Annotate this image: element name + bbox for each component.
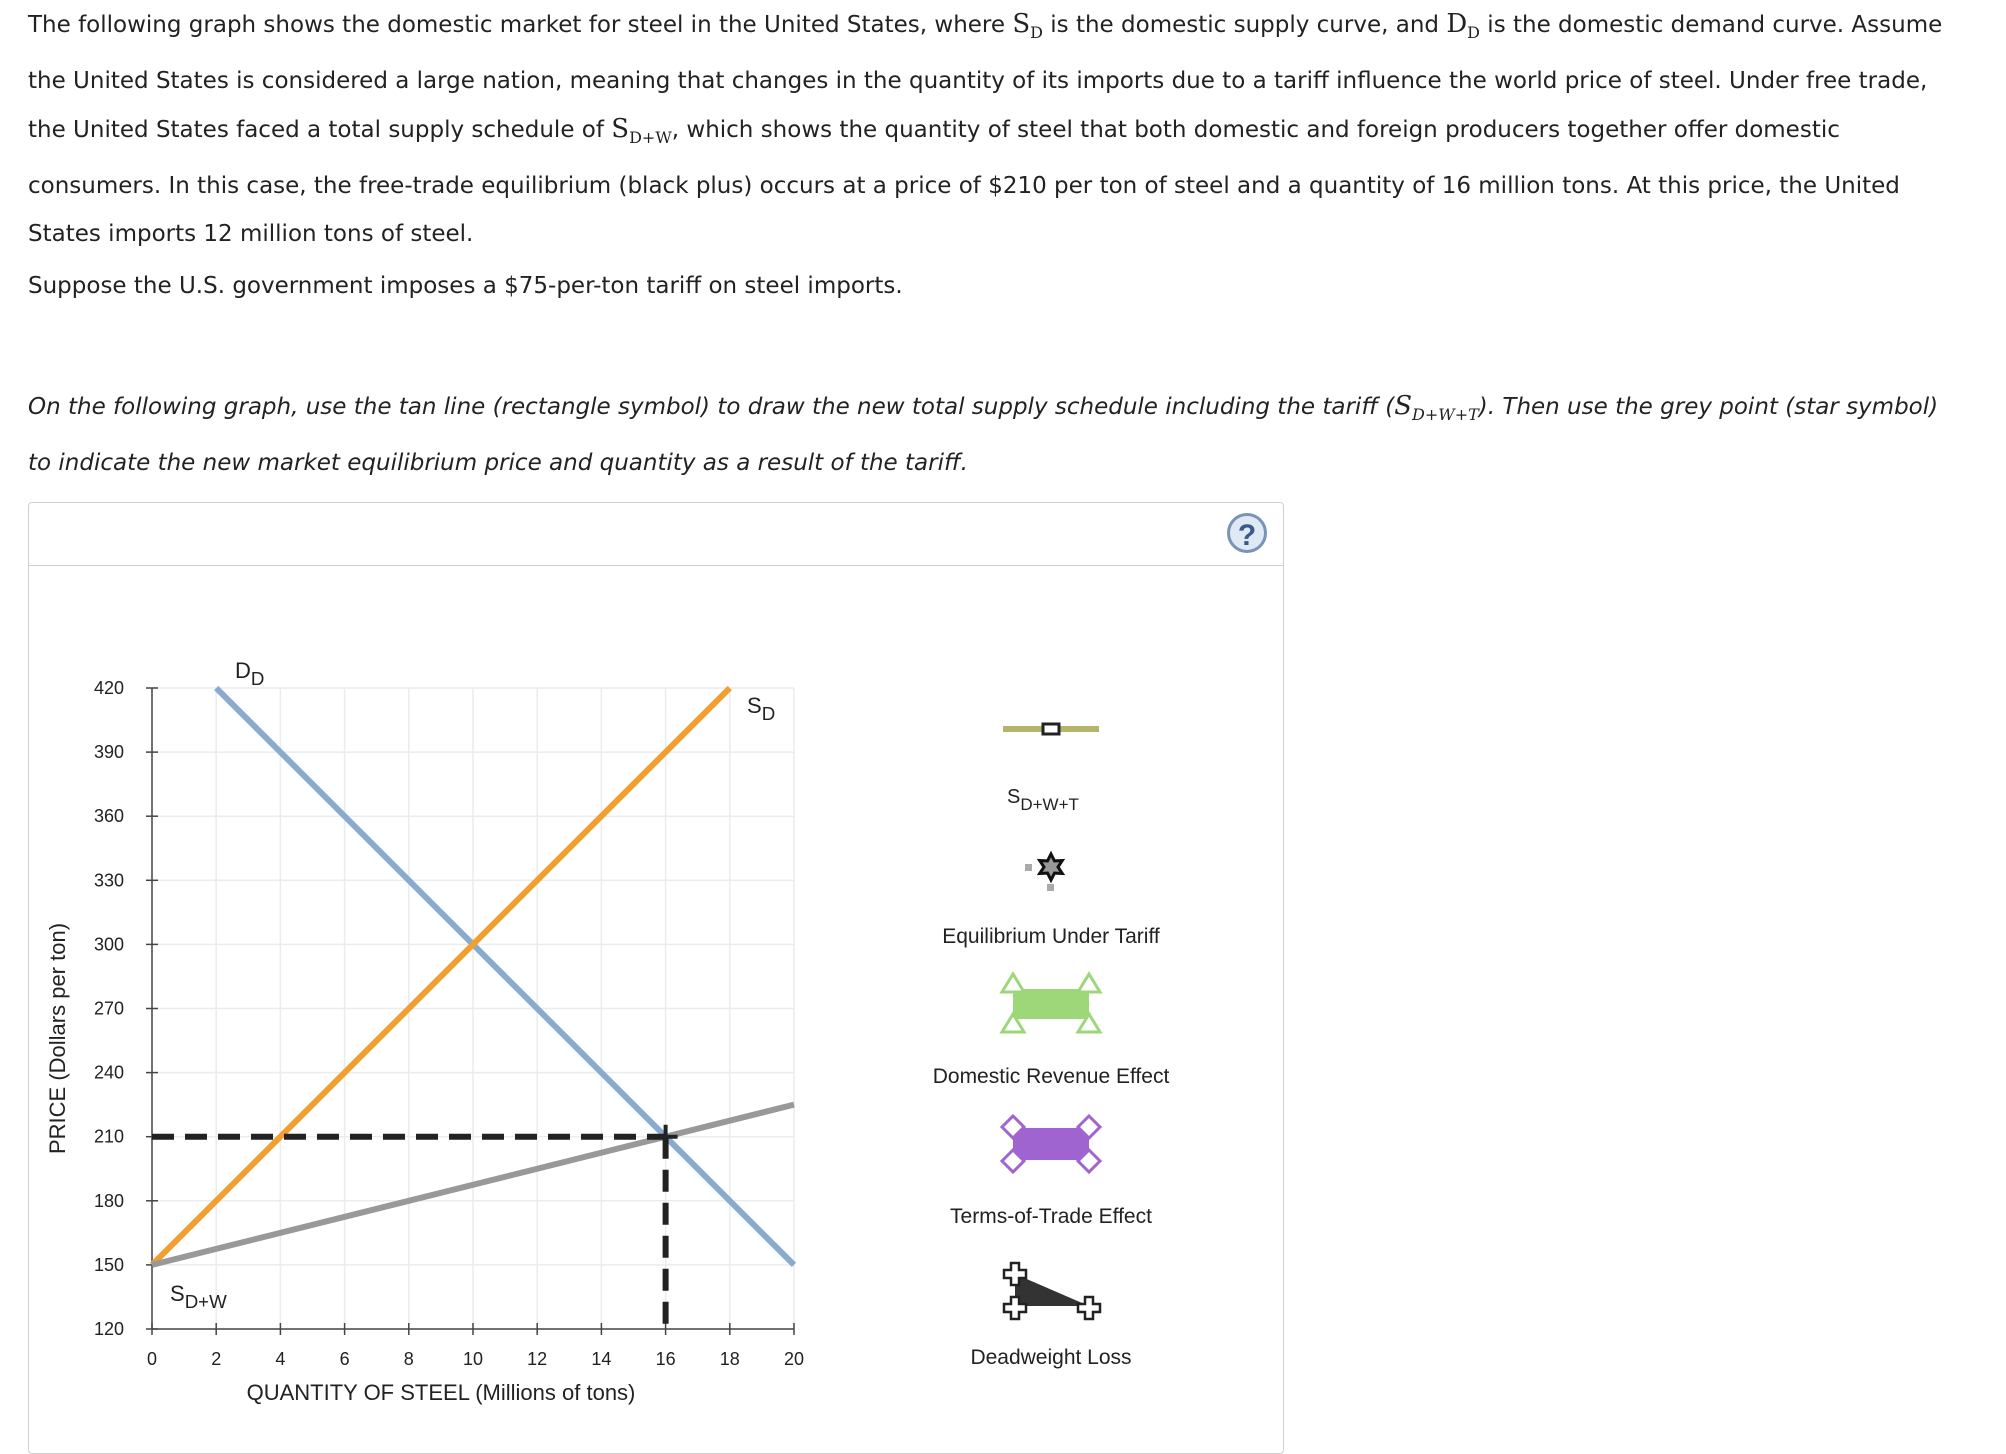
y-tick-label: 240 — [93, 1062, 124, 1083]
tan-line-tool[interactable] — [1003, 724, 1099, 734]
x-tick-label: 0 — [146, 1349, 158, 1369]
intro-paragraph: The following graph shows the domestic market for steel in the United States, where $S_D$ is the domestic supply curve, and $D_D$ is the domestic demand curve. Assume the United States is considered a large nation, meaning that changes in the quantity of its imports due to a tariff influence the world price of steel. Under free trade, the United States faced a total supply schedule of $S_{D+W}$, which shows the quantity of steel that both domestic and foreign producers together offer domestic consumers. In this case, the free-trade equilibrium (black plus) occurs at a price of $210 per ton of steel and a quantity of 16 million tons. At this price, the United States imports 12 million tons of steel. — [28, 9, 1943, 247]
x-tick-label: 20 — [783, 1349, 805, 1369]
y-tick-label: 390 — [93, 742, 124, 763]
help-button[interactable]: ? — [1227, 513, 1267, 553]
tan-line-tool-label: $S_{D+W+T}$ — [1007, 786, 1079, 814]
demand-curve-label: $D_D$ — [235, 658, 265, 689]
x-tick-label: 8 — [403, 1349, 414, 1369]
y-tick-label: 150 — [93, 1254, 124, 1275]
y-tick-label: 420 — [93, 678, 124, 698]
grey-point-tool-label: Equilibrium Under Tariff — [942, 925, 1160, 948]
x-tick-label: 4 — [275, 1349, 286, 1369]
instruction-paragraph: On the following graph, use the tan line (rectangle symbol) to draw the new total supply schedule including the tariff $(S_{D+W+T})$. Then use the grey point (star symbol) to indicate the new market equilibrium price and quantity as a result of the tariff. — [28, 391, 1939, 476]
y-tick-label: 210 — [93, 1126, 124, 1147]
y-tick-label: 360 — [93, 806, 124, 827]
total-supply-curve-label: $S_{D+W}$ — [170, 1281, 227, 1312]
x-tick-label: 6 — [339, 1349, 350, 1369]
purple-area-tool[interactable] — [1002, 1116, 1100, 1172]
y-tick-label: 330 — [93, 870, 124, 891]
y-tick-label: 300 — [93, 934, 124, 955]
y-tick-label: 120 — [93, 1319, 124, 1339]
domestic-supply-curve-label: $S_D$ — [747, 693, 776, 724]
x-tick-label: 16 — [655, 1349, 676, 1369]
y-tick-label: 180 — [93, 1190, 124, 1211]
green-area-tool-label: Domestic Revenue Effect — [932, 1065, 1170, 1088]
x-axis-label: QUANTITY OF STEEL (Millions of tons) — [246, 1380, 636, 1405]
x-tick-label: 18 — [719, 1349, 740, 1369]
graph-panel — [28, 502, 1284, 1454]
purple-area-tool-label: Terms-of-Trade Effect — [950, 1205, 1152, 1228]
x-tick-label: 2 — [211, 1349, 222, 1369]
y-axis-label: PRICE (Dollars per ton) — [45, 922, 70, 1155]
y-tick-label: 270 — [93, 998, 124, 1019]
x-tick-label: 10 — [462, 1349, 484, 1369]
graph-canvas[interactable] — [29, 503, 1283, 1433]
black-triangle-tool[interactable] — [1004, 1263, 1100, 1319]
domestic-supply-curve — [152, 688, 730, 1265]
x-tick-label: 14 — [591, 1349, 612, 1369]
black-triangle-tool-label: Deadweight Loss — [970, 1346, 1132, 1369]
grey-point-tool[interactable] — [1025, 854, 1062, 891]
x-tick-label: 12 — [527, 1349, 548, 1369]
tariff-paragraph: Suppose the U.S. government imposes a $75-per-ton tariff on steel imports. — [28, 273, 903, 299]
green-area-tool[interactable] — [1002, 974, 1100, 1032]
